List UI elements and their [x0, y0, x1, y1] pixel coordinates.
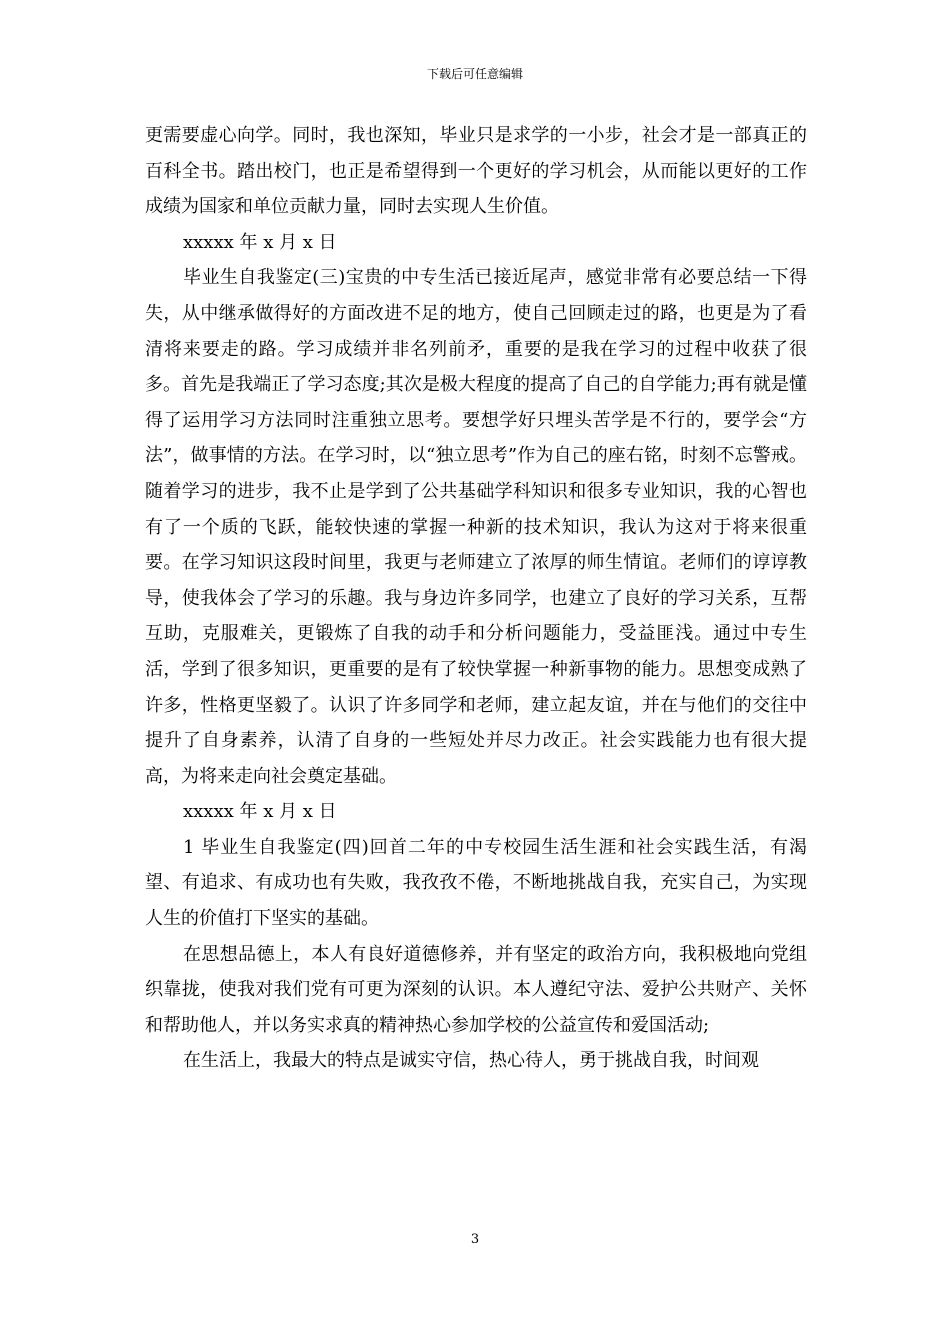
page-header: 下载后可任意编辑: [426, 67, 523, 81]
paragraph: 更需要虚心向学。同时，我也深知，毕业只是求学的一小步，社会才是一部真正的百科全书。踏出校门，也正是希望得到一个更好的学习机会，从而能以更好的工作成绩为国家和单位贡献力量，同时去实现人生价值。: [145, 125, 807, 218]
paragraph: 毕业生自我鉴定(三)宝贵的中专生活已接近尾声，感觉非常有必要总结一下得失，从中继承做得好的方面改进不足的地方，使自己回顾走过的路，也更是为了看清将来要走的路。学习成绩并非名列前矛，重要的是我在学习的过程中收获了很多。首先是我端正了学习态度;其次是极大程度的提高了自己的自学能力;再有就是懂得了运用学习方法同时注重独立思考。要想学好只埋头苦学是不行的，要学会“方法”，做事情的方法。在学习时，以“独立思考”作为自己的座右铭，时刻不忘警戒。随着学习的进步，我不止是学到了公共基础学科知识和很多专业知识，我的心智也有了一个质的飞跃，能较快速的掌握一种新的技术知识，我认为这对于将来很重要。在学习知识这段时间里，我更与老师建立了浓厚的师生情谊。老师们的谆谆教导，使我体会了学习的乐趣。我与身边许多同学，也建立了良好的学习关系，互帮互助，克服难关，更锻炼了自我的动手和分析问题能力，受益匪浅。通过中专生活，学到了很多知识，更重要的是有了较快掌握一种新事物的能力。思想变成熟了许多，性格更坚毅了。认识了许多同学和老师，建立起友谊，并在与他们的交往中提升了自身素养，认清了自身的一些短处并尽力改正。社会实践能力也有很大提高，为将来走向社会奠定基础。: [145, 267, 807, 787]
document-body: [145, 118, 807, 1079]
paragraph: 在生活上，我最大的特点是诚实守信，热心待人，勇于挑战自我，时间观: [183, 1050, 759, 1072]
date-line: xxxxx 年 x 月 x 日: [183, 801, 337, 823]
paragraph: 1 毕业生自我鉴定(四)回首二年的中专校园生活生涯和社会实践生活，有渴望、有追求、有成功也有失败，我孜孜不倦，不断地挑战自我，充实自己，为实现人生的价值打下坚实的基础。: [145, 836, 807, 930]
paragraph: 在思想品德上，本人有良好道德修养，并有坚定的政治方向，我积极地向党组织靠拢，使我对我们党有可更为深刻的认识。本人遵纪守法、爱护公共财产、关怀和帮助他人，并以务实求真的精神热心参加学校的公益宣传和爱国活动;: [145, 943, 807, 1036]
page-number: 3: [470, 1232, 480, 1247]
date-line: xxxxx 年 x 月 x 日: [183, 231, 337, 253]
